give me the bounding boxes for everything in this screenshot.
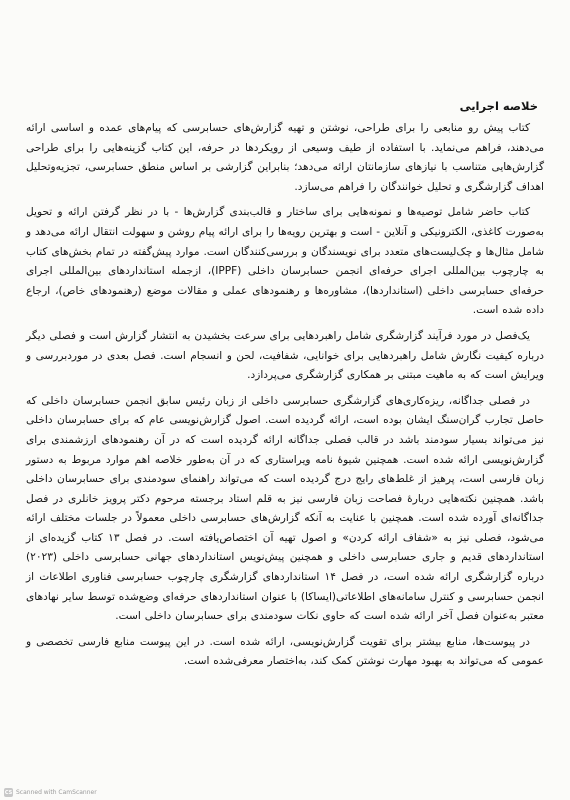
scanner-watermark (4, 788, 97, 797)
paragraph-chapters: در فصلی جداگانه، ریزه‌کاری‌های گزارشگری حسابرسی داخلی از زبان رئیس سابق انجمن حسابرسان داخلی که حاصل تجارب گران‌سنگ ایشان بوده است، ارائه گردیده است. اصول گزارش‌نویسی عام که برای حسابرسان داخلی نیز می‌تواند بسیار سودمند باشد در قالب فصلی جداگانه ارائه گردیده است که در آن رهنمودهای ارزشمندی برای گزارش‌نویسی ارائه شده است. همچنین شیوهٔ نامه ویراستاری که در آن به‌طور خلاصه اهم موارد مربوط به دستور زبان فارسی است، پرهیز از غلط‌های رایج درج گردیده است که می‌تواند راهنمای سودمندی برای حسابرسان داخلی باشد. همچنین نکته‌هایی دربارهٔ فصاحت زبان فارسی نیز به قلم استاد برجسته مرحوم دکتر پرویز خانلری در فصل جداگانه‌ای آورده شده است. همچنین با عنایت به آنکه گزارش‌های حسابرسی داخلی معمولاً در جلسات مختلف ارائه می‌شود، فصلی نیز به «شفاف ارائه کردن» و اصول تهیه آن اختصاص‌یافته است. در فصل ۱۳ کتاب گزیده‌ای از استانداردهای قدیم و جاری حسابرسی داخلی و همچنین پیش‌نویس استانداردهای جهانی حسابرسی داخلی (۲۰۲۳) درباره گزارشگری ارائه شده است، در فصل ۱۴ استانداردهای گزارشگری چارچوب حسابرسی فناوری اطلاعات از انجمن حسابرسی و کنترل سامانه‌های اطلاعاتی(ایساکا) با عنوان استانداردهای حرفه‌ای وضع‌شده توسط سایر نهادهای معتبر به‌عنوان فصل آخر ارائه شده است که حاوی نکات سودمندی برای حسابرسان داخلی است. (26, 394, 544, 623)
paragraph-structure: کتاب حاضر شامل توصیه‌ها و نمونه‌هایی برای ساختار و قالب‌بندی گزارش‌ها - با در نظر گرفتن ارائه و تحویل به‌صورت کاغذی، الکترونیکی و آنلاین - است و بهترین رویه‌ها را برای ارائه پیام روشن و سهولت انتقال ارائه می‌دهد و شامل مثال‌ها و چک‌لیست‌های متعدد برای نویسندگان و بررسی‌کنندگان است. موارد پیش‌گفته در تمام بخش‌های کتاب به چارچوب بین‌المللی اجرای حرفه‌ای انجمن حسابرسان داخلی (IPPF)، ازجمله استانداردهای بین‌المللی اجرای حرفه‌ای حسابرسی داخلی (استانداردها)، مشاوره‌ها و رهنمودهای عملی و مقالات موضع (رهنمودهای خاص)، ارجاع داده شده است. (26, 206, 544, 317)
paragraph-process: یک‌فصل در مورد فرآیند گزارشگری شامل راهبردهایی برای سرعت بخشیدن به انتشار گزارش است و فصلی دیگر درباره کیفیت نگارش شامل راهبردهایی برای خوانایی، شفافیت، لحن و انسجام است. فصل بعدی در موردبررسی و ویرایش است که به ماهیت مبتنی بر همکاری گزارشگری می‌پردازد. (26, 329, 544, 382)
paragraph-introduction: کتاب پیش رو منابعی را برای طراحی، نوشتن و تهیه گزارش‌های حسابرسی که پیام‌های عمده و اساسی ارائه می‌دهند، فراهم می‌نماید. با استفاده از طیف وسیعی از رویکردها در حرفه، این کتاب گزینه‌هایی را برای طراحی گزارش‌هایی متناسب با نیازهای سازمانتان ارائه می‌دهد؛ بنابراین گزارشی بر اساس منطق حسابرسی، تجزیه‌وتحلیل اهداف گزارشگری و تحلیل خوانندگان را فراهم می‌سازد. (26, 122, 544, 193)
section-heading: خلاصه اجرایی (459, 99, 538, 113)
camscanner-logo-icon: CS (4, 789, 13, 796)
watermark-text: Scanned with CamScanner (16, 789, 97, 796)
paragraph-appendices: در پیوست‌ها، منابع بیشتر برای تقویت گزارش‌نویسی، ارائه شده است. در این پیوست منابع فارسی تخصصی و عمومی که می‌تواند به بهبود مهارت نوشتن کمک کند، به‌اختصار معرفی‌شده است. (26, 635, 544, 668)
document-body (26, 96, 544, 678)
